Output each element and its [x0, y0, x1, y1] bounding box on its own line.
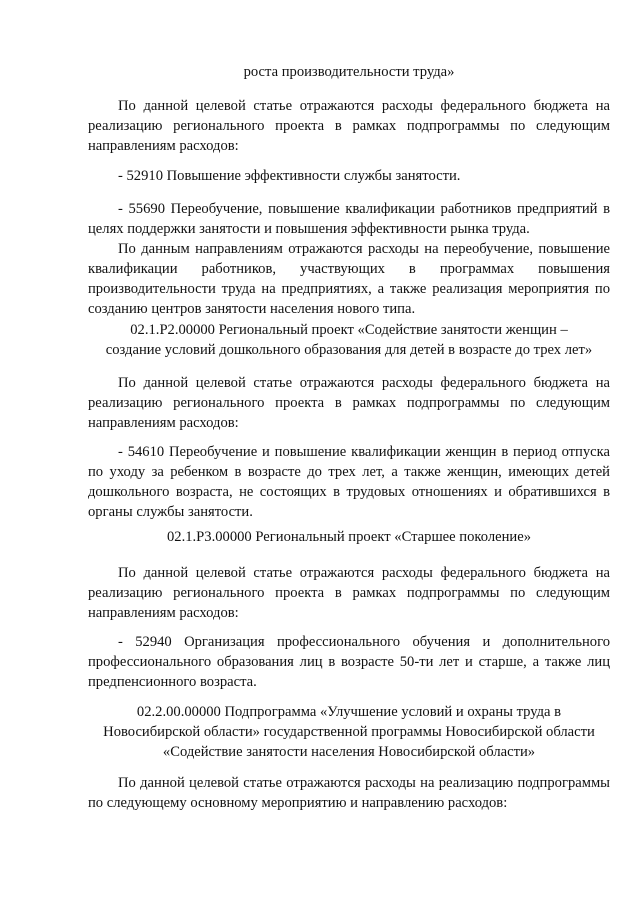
heading-line: 02.2.00.00000 Подпрограмма «Улучшение условий и охраны труда в	[136, 704, 562, 720]
list-item: - 54610 Переобучение и повышение квалификации женщин в период отпуска по уходу за ребенком в возрасте до трех лет, а также женщин, имеющих детей дошкольного возраста, не состоящих в трудовых отношениях и обратившихся в органы службы занятости.	[88, 444, 610, 520]
list-item: - 55690 Переобучение, повышение квалификации работников предприятий в целях поддержки занятости и повышения эффективности рынка труда.	[88, 201, 610, 237]
paragraph: По данным направлениям отражаются расходы на переобучение, повышение квалификации работников, участвующих в программах повышения производительности труда на предприятиях, а также реализация мероприятия по созданию центров занятости населения нового типа.	[88, 241, 610, 317]
heading-line: создание условий дошкольного образования для детей в возрасте до трех лет»	[105, 342, 593, 358]
heading-line: 02.1.P2.00000 Региональный проект «Содействие занятости женщин –	[130, 322, 568, 338]
section-heading	[88, 320, 610, 360]
paragraph: По данной целевой статье отражаются расходы на реализацию подпрограммы по следующему основному мероприятию и направлению расходов:	[88, 775, 610, 811]
list-item: - 52910 Повышение эффективности службы занятости.	[118, 168, 461, 184]
list-item: - 52940 Организация профессионального обучения и дополнительного профессионального образования лиц в возрасте 50-ти лет и старше, а также лиц предпенсионного возраста.	[88, 634, 610, 690]
heading-line: «Содействие занятости населения Новосибирской области»	[162, 744, 536, 760]
paragraph: По данной целевой статье отражаются расходы федерального бюджета на реализацию регионального проекта в рамках подпрограммы по следующим направлениям расходов:	[88, 98, 610, 154]
section-heading: 02.1.P3.00000 Региональный проект «Старшее поколение»	[166, 529, 531, 545]
section-heading	[88, 702, 610, 762]
paragraph: По данной целевой статье отражаются расходы федерального бюджета на реализацию регионального проекта в рамках подпрограммы по следующим направлениям расходов:	[88, 565, 610, 621]
paragraph: По данной целевой статье отражаются расходы федерального бюджета на реализацию регионального проекта в рамках подпрограммы по следующим направлениям расходов:	[88, 375, 610, 431]
heading-tail: роста производительности труда»	[243, 64, 455, 80]
heading-line: Новосибирской области» государственной программы Новосибирской области	[103, 724, 595, 740]
